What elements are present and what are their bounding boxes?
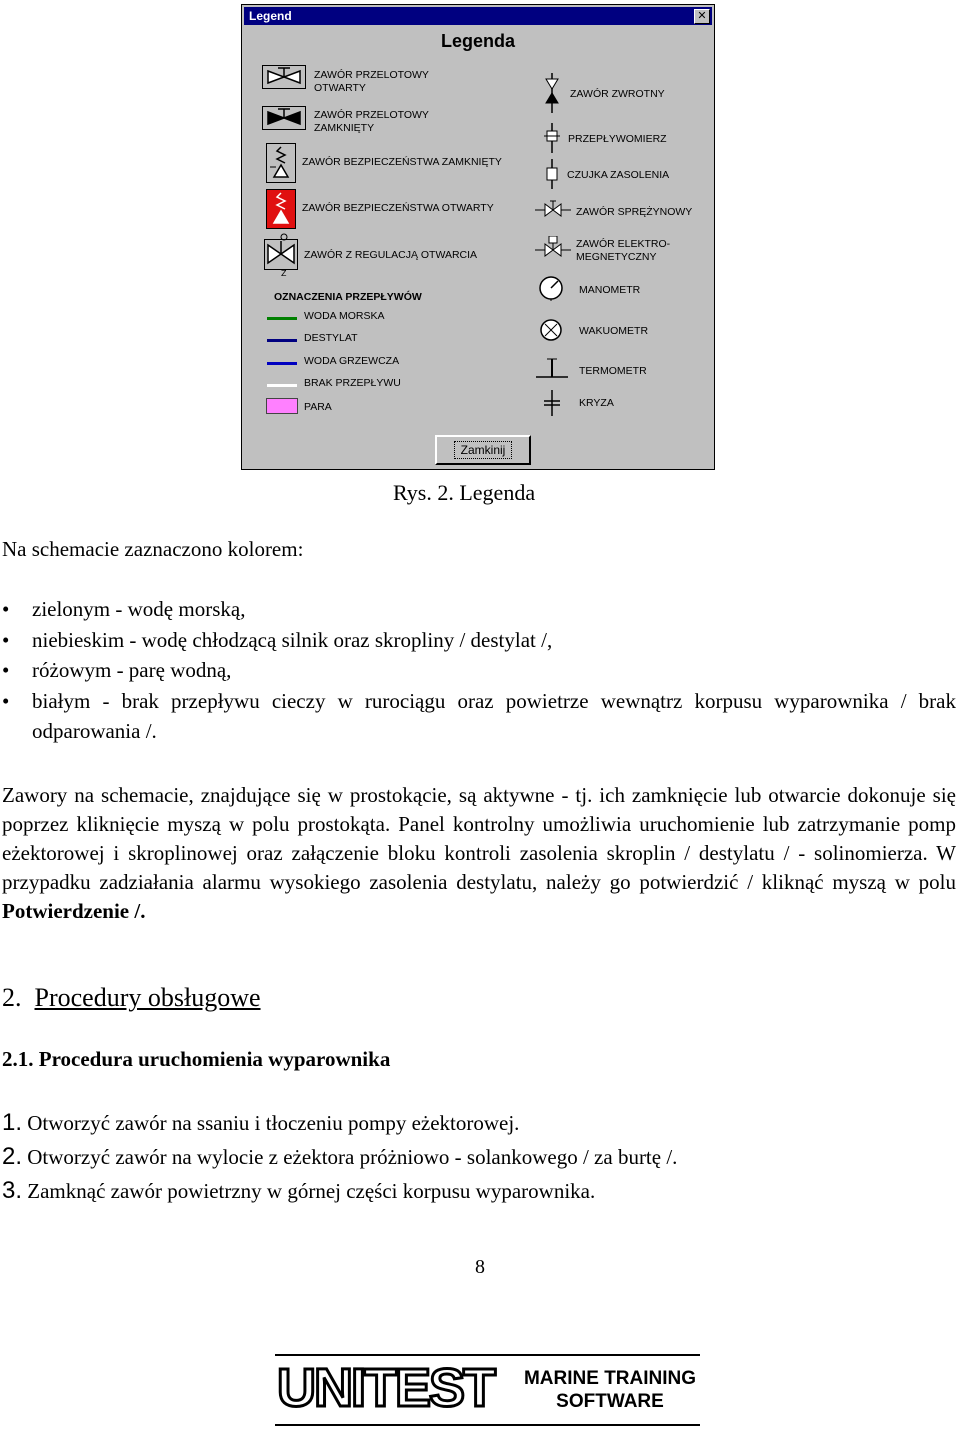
dialog-heading: Legenda [440,31,515,51]
legend-window [241,4,715,470]
flow-label: DESTYLAT [304,332,358,344]
step-text: Zamknąć zawór powietrzny w górnej części korpusu wyparownika. [27,1179,596,1203]
close-dialog-label: Zamkinij [454,441,513,459]
legend-label: ZAWÓR BEZPIECZEŃSTWA ZAMKNIĘTY [302,156,502,168]
body-paragraph [2,781,956,926]
flow-label: WODA MORSKA [304,310,385,322]
svg-text:Z: Z [281,269,287,277]
window-titlebar[interactable] [244,7,712,25]
section-number: 2. [2,983,22,1012]
list-item: • niebieskim - wodę chłodzącą silnik oraz skropliny / destylat /, [2,625,956,656]
flow-swatch-sea-water [267,317,297,320]
unitest-logo: UNITEST [277,1358,495,1418]
check-valve-icon [542,73,562,113]
flow-swatch-distillate [267,339,297,342]
flow-label: BRAK PRZEPŁYWU [304,377,401,389]
step-item [2,1140,677,1174]
list-item: • białym - brak przepływu cieczy w rurociągu oraz powietrze wewnątrz korpusu wyparownika / brak odparowania /. [2,686,956,747]
figure-caption: Rys. 2. Legenda [393,480,536,505]
close-icon[interactable]: ✕ [694,9,710,24]
thermometer-icon [536,357,568,381]
legend-label: PRZEPŁYWOMIERZ [568,133,667,145]
orifice-icon [542,390,562,416]
flow-swatch-steam [266,398,298,414]
step-number: 1. [2,1109,23,1136]
legend-label: ZAWÓR ELEKTRO-MEGNETYCZNY [576,238,671,263]
step-text: Otworzyć zawór na ssaniu i tłoczeniu pompy eżektorowej. [27,1111,520,1135]
list-item: • różowym - parę wodną, [2,655,956,686]
intro-text: Na schemacie zaznaczono kolorem: [2,537,304,561]
legend-label: ZAWÓR Z REGULACJĄ OTWARCIA [304,249,478,261]
flow-swatch-no-flow [267,384,297,387]
window-title: Legend [249,9,292,23]
open-valve-icon [262,65,306,89]
flowmeter-icon [542,123,562,153]
legend-label: MANOMETR [579,284,641,296]
step-number: 2. [2,1143,23,1170]
spring-valve-icon [533,199,573,221]
logo-rule-bottom [275,1424,700,1426]
legend-label: WAKUOMETR [579,325,649,337]
paragraph-bold: Potwierdzenie /. [2,899,146,923]
close-dialog-button[interactable] [435,435,531,465]
manometer-icon [538,275,564,301]
legend-label: ZAWÓR ZWROTNY [570,88,665,100]
subsection-heading: 2.1. Procedura uruchomienia wyparownika [2,1047,391,1071]
legend-label: ZAWÓR PRZELOTOWY ZAMKNIĘTY [314,109,429,134]
flows-heading: OZNACZENIA PRZEPŁYWÓW [274,291,422,303]
vacuum-gauge-icon [538,317,564,343]
flow-swatch-heating-water [267,362,297,365]
tagline-line-2: SOFTWARE [556,1391,664,1412]
step-number: 3. [2,1177,23,1204]
procedure-steps [2,1106,677,1208]
section-heading [2,983,261,1013]
flow-label: WODA GRZEWCZA [304,355,400,367]
paragraph-text: Zawory na schemacie, znajdujące się w prostokącie, są aktywne - tj. ich zamknięcie lub otwarcie dokonuje się poprzez kliknięcie myszą w polu prostokąta. Panel kontrolny umożliwia uruchomienie lub zatrzymanie pomp eżektorowej i skroplinowej oraz załączenie bloku kontroli zasolenia skroplin / destylatu / - solinomierza. W przypadku zadziałania alarmu wysokiego zasolenia destylatu, należy go potwierdzić / kliknąć myszą w polu [2,783,956,894]
safety-valve-open-icon [266,189,296,229]
step-item [2,1106,677,1140]
regulating-valve-icon [264,233,298,277]
salinity-sensor-icon [542,159,562,189]
flow-label: PARA [304,401,332,413]
legend-label: CZUJKA ZASOLENIA [567,169,670,181]
legend-label: ZAWÓR BEZPIECZEŃSTWA OTWARTY [302,202,494,214]
legend-label: KRYZA [579,397,614,409]
closed-valve-icon [262,106,306,130]
tagline-line-1: MARINE TRAINING [523,1368,697,1389]
page-number: 8 [475,1256,485,1278]
section-title: Procedury obsługowe [34,983,261,1012]
step-text: Otworzyć zawór na wylocie z eżektora próżniowo - solankowego / za burtę /. [27,1145,678,1169]
solenoid-valve-icon [533,236,573,260]
logo-tagline [520,1367,700,1413]
legend-label: ZAWÓR PRZELOTOWY OTWARTY [314,69,429,94]
color-list [2,594,956,747]
step-item [2,1174,677,1208]
logo-rule-top [275,1354,700,1356]
list-item: • zielonym - wodę morską, [2,594,956,625]
legend-label: ZAWÓR SPRĘŻYNOWY [576,206,693,218]
legend-label: TERMOMETR [579,365,647,377]
safety-valve-closed-icon [266,143,296,183]
